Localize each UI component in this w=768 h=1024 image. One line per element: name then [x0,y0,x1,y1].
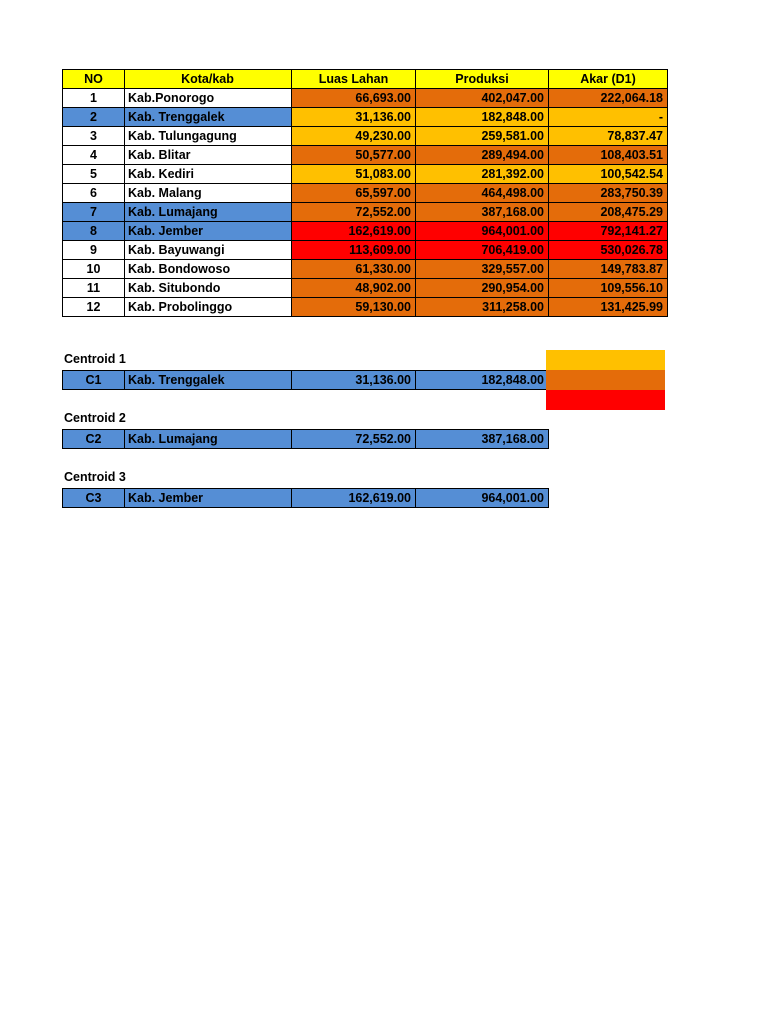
legend-swatch-yellow[interactable] [546,350,665,370]
centroid-name[interactable]: Kab. Jember [125,489,292,508]
cell-luas[interactable]: 61,330.00 [292,260,416,279]
cell-luas[interactable]: 113,609.00 [292,241,416,260]
cell-produksi[interactable]: 706,419.00 [416,241,549,260]
cell-produksi[interactable]: 387,168.00 [416,203,549,222]
table-row [63,298,668,317]
cell-no[interactable]: 9 [63,241,125,260]
cell-luas[interactable]: 50,577.00 [292,146,416,165]
table-row [63,279,668,298]
cell-name[interactable]: Kab. Probolinggo [125,298,292,317]
header-no[interactable]: NO [63,70,125,89]
centroid-luas[interactable]: 162,619.00 [292,489,416,508]
cell-name[interactable]: Kab. Situbondo [125,279,292,298]
cell-luas[interactable]: 162,619.00 [292,222,416,241]
centroid-row [63,430,549,449]
cell-name[interactable]: Kab. Malang [125,184,292,203]
cell-produksi[interactable]: 402,047.00 [416,89,549,108]
cell-akar[interactable]: 131,425.99 [549,298,668,317]
cell-name[interactable]: Kab. Bondowoso [125,260,292,279]
centroid-2-label: Centroid 2 [64,411,126,425]
cell-akar[interactable]: 208,475.29 [549,203,668,222]
cell-no[interactable]: 6 [63,184,125,203]
table-row [63,184,668,203]
centroid-luas[interactable]: 72,552.00 [292,430,416,449]
cell-akar[interactable]: 530,026.78 [549,241,668,260]
centroid-row [63,489,549,508]
header-produksi[interactable]: Produksi [416,70,549,89]
cell-produksi[interactable]: 259,581.00 [416,127,549,146]
centroid-row [63,371,549,390]
cell-produksi[interactable]: 464,498.00 [416,184,549,203]
cell-name[interactable]: Kab. Kediri [125,165,292,184]
centroid-name[interactable]: Kab. Lumajang [125,430,292,449]
legend-swatch-orange[interactable] [546,370,665,390]
cell-akar[interactable]: 109,556.10 [549,279,668,298]
centroid-produksi[interactable]: 182,848.00 [416,371,549,390]
table-row [63,108,668,127]
centroid-1-table [62,370,549,390]
table-header-row [63,70,668,89]
table-row [63,127,668,146]
header-luas-lahan[interactable]: Luas Lahan [292,70,416,89]
cell-produksi[interactable]: 964,001.00 [416,222,549,241]
cell-luas[interactable]: 59,130.00 [292,298,416,317]
centroid-2-table [62,429,549,449]
centroid-code[interactable]: C2 [63,430,125,449]
cell-produksi[interactable]: 311,258.00 [416,298,549,317]
centroid-name[interactable]: Kab. Trenggalek [125,371,292,390]
cell-luas[interactable]: 51,083.00 [292,165,416,184]
cell-akar[interactable]: - [549,108,668,127]
cell-produksi[interactable]: 329,557.00 [416,260,549,279]
cell-name[interactable]: Kab. Bayuwangi [125,241,292,260]
cell-luas[interactable]: 49,230.00 [292,127,416,146]
cell-no[interactable]: 3 [63,127,125,146]
table-row [63,222,668,241]
centroid-produksi[interactable]: 964,001.00 [416,489,549,508]
centroid-code[interactable]: C1 [63,371,125,390]
cell-no[interactable]: 4 [63,146,125,165]
centroid-produksi[interactable]: 387,168.00 [416,430,549,449]
centroid-3-table [62,488,549,508]
table-row [63,89,668,108]
cell-name[interactable]: Kab. Trenggalek [125,108,292,127]
table-row [63,165,668,184]
centroid-3-label: Centroid 3 [64,470,126,484]
cell-name[interactable]: Kab. Tulungagung [125,127,292,146]
cell-name[interactable]: Kab. Jember [125,222,292,241]
cell-no[interactable]: 5 [63,165,125,184]
cell-akar[interactable]: 283,750.39 [549,184,668,203]
cell-produksi[interactable]: 290,954.00 [416,279,549,298]
table-row [63,260,668,279]
cell-akar[interactable]: 108,403.51 [549,146,668,165]
data-table [62,69,668,317]
cell-luas[interactable]: 48,902.00 [292,279,416,298]
cell-no[interactable]: 7 [63,203,125,222]
cell-produksi[interactable]: 289,494.00 [416,146,549,165]
header-kota-kab[interactable]: Kota/kab [125,70,292,89]
cell-produksi[interactable]: 281,392.00 [416,165,549,184]
cell-akar[interactable]: 149,783.87 [549,260,668,279]
cell-akar[interactable]: 100,542.54 [549,165,668,184]
cell-luas[interactable]: 65,597.00 [292,184,416,203]
cell-name[interactable]: Kab.Ponorogo [125,89,292,108]
cell-produksi[interactable]: 182,848.00 [416,108,549,127]
table-row [63,241,668,260]
cell-akar[interactable]: 792,141.27 [549,222,668,241]
cell-no[interactable]: 12 [63,298,125,317]
cell-no[interactable]: 2 [63,108,125,127]
cell-name[interactable]: Kab. Blitar [125,146,292,165]
cell-no[interactable]: 8 [63,222,125,241]
centroid-code[interactable]: C3 [63,489,125,508]
cell-no[interactable]: 11 [63,279,125,298]
table-row [63,203,668,222]
cell-luas[interactable]: 31,136.00 [292,108,416,127]
centroid-luas[interactable]: 31,136.00 [292,371,416,390]
cell-luas[interactable]: 72,552.00 [292,203,416,222]
cell-akar[interactable]: 222,064.18 [549,89,668,108]
cell-luas[interactable]: 66,693.00 [292,89,416,108]
cell-akar[interactable]: 78,837.47 [549,127,668,146]
header-akar-d1[interactable]: Akar (D1) [549,70,668,89]
table-row [63,146,668,165]
legend-swatch-red[interactable] [546,390,665,410]
centroid-1-label: Centroid 1 [64,352,126,366]
cell-name[interactable]: Kab. Lumajang [125,203,292,222]
cell-no[interactable]: 10 [63,260,125,279]
cell-no[interactable]: 1 [63,89,125,108]
